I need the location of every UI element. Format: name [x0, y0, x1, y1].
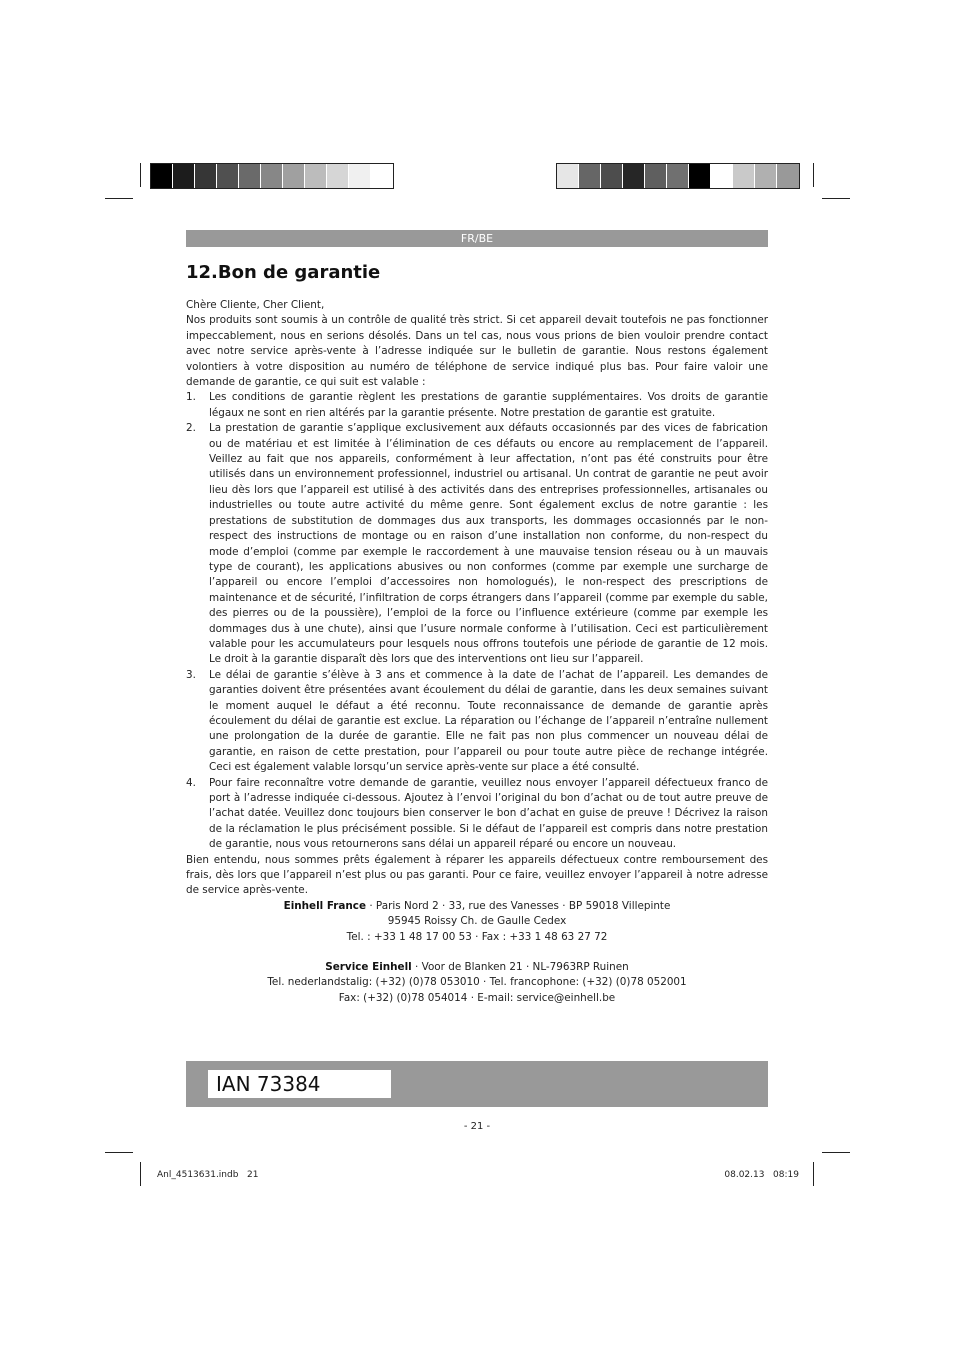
list-item — [186, 390, 768, 421]
crop-mark — [140, 163, 141, 187]
color-swatch — [327, 164, 349, 188]
color-swatch — [305, 164, 327, 188]
color-swatch — [623, 164, 645, 188]
list-number: 3. — [186, 668, 196, 681]
list-number: 4. — [186, 776, 196, 789]
color-swatch — [755, 164, 777, 188]
address-line: Einhell France · Paris Nord 2 · 33, rue des Vanesses · BP 59018 Villepinte — [283, 900, 671, 912]
color-swatch — [217, 164, 239, 188]
color-swatch — [195, 164, 217, 188]
color-swatch — [777, 164, 799, 188]
intro-paragraph: Nos produits sont soumis à un contrôle de qualité très strict. Si cet appareil devait toutefois ne pas fonctionner impeccablement, nous en serions désolés. Dans un tel cas, nous vous prions de bien vouloir prendre contact avec notre service après-vente à l’adresse indiquée sur le bulletin de garantie. Nous restons également volontiers à votre disposition au numéro de téléphone de service indiqué plus bas. Pour faire valoir une demande de garantie, ce qui suit est valable : — [186, 314, 768, 389]
crop-mark — [813, 163, 814, 187]
color-bar-right — [556, 163, 800, 189]
ian-number: IAN 73384 — [208, 1070, 391, 1098]
color-swatch — [261, 164, 283, 188]
color-swatch — [579, 164, 601, 188]
ian-bar — [186, 1061, 768, 1107]
language-header: FR/BE — [186, 230, 768, 247]
address-france — [186, 899, 768, 945]
color-swatch — [239, 164, 261, 188]
address-line: 95945 Roissy Ch. de Gaulle Cedex — [387, 915, 567, 928]
crop-mark — [822, 1152, 850, 1153]
list-text: Le délai de garantie s’élève à 3 ans et commence à la date de l’achat de l’appareil. Les demandes de garanties doivent être présentées avant écoulement du délai de garantie, dans les deux semaines suivant le moment auquel le défaut a été reconnu. Toute reconnaissance de demande de garantie après écoulement du délai de garantie est exclue. La réparation ou l’échange de l’appareil n’entraîne nullement une prolongation de la durée de garantie. Elle ne fait pas non plus commencer un nouveau délai de garantie, en raison de cette prestation, pour l’appareil ou pour toute autre pièce de rechange intégrée. Ceci est également valable lorsqu’un service après-vente sur place a été consulté. — [209, 668, 768, 774]
crop-mark — [105, 1152, 133, 1153]
list-item — [186, 668, 768, 776]
crop-mark — [140, 1162, 141, 1186]
contact-line: Tel. : +33 1 48 17 00 53 · Fax : +33 1 48 63 27 72 — [346, 930, 608, 943]
footer-datetime: 08.02.13 08:19 — [724, 1170, 799, 1180]
list-text: Pour faire reconnaître votre demande de garantie, veuillez nous envoyer l’appareil défectueux franco de port à l’adresse indiquée ci-dessous. Ajoutez à l’envoi l’original du bon d’achat ou de tout autre preuve de l’achat datée. Veuillez donc toujours bien conserver le bon d’achat en guise de preuve ! Décrivez la raison de la réclamation le plus précisément possible. Si le défaut de l’appareil est compris dans notre prestation de garantie, nous vous retournerons sans délai un appareil réparé ou encore un nouveau. — [209, 776, 768, 851]
color-swatch — [349, 164, 371, 188]
crop-mark — [105, 198, 133, 199]
crop-mark — [813, 1162, 814, 1186]
color-swatch — [173, 164, 195, 188]
company-name: Service Einhell — [325, 961, 412, 973]
color-bar-left — [150, 163, 394, 189]
color-swatch — [557, 164, 579, 188]
list-item — [186, 421, 768, 668]
conditions-list — [186, 390, 768, 852]
color-swatch — [733, 164, 755, 188]
color-swatch — [151, 164, 173, 188]
list-number: 1. — [186, 391, 196, 404]
list-text: Les conditions de garantie règlent les prestations de garantie supplémentaires. Vos droits de garantie légaux ne sont en rien altérés par la garantie présente. Notre prestation de garantie est gratuite. — [209, 391, 768, 419]
contact-line: Tel. nederlandstalig: (+32) (0)78 053010 · Tel. francophone: (+32) (0)78 052001 — [267, 976, 687, 989]
color-swatch — [667, 164, 689, 188]
footer-file: Anl_4513631.indb 21 — [157, 1170, 259, 1180]
list-text: La prestation de garantie s’applique exclusivement aux défauts occasionnés par des vices de fabrication ou de matériau et est limitée à l’élimination de ces défauts ou encore au remplacement de l’appareil. Veillez au fait que nos appareils, conformément à leur affectation, n’ont pas été construits pour être utilisés dans un environnement professionnel, industriel ou artisanal. Un contrat de garantie ne peut avoir lieu dès lors que l’appareil est utilisé à des activités dans des entreprises professionnelles, artisanales ou industrielles ou toute autre activité du même genre. Sont également exclus de notre garantie : les prestations de substitution de dommages dus aux transports, les dommages occasionnés par le non-respect des instructions de montage ou en raison d’une installation non conforme, du non-respect du mode d’emploi (comme par exemple le raccordement à une mauvaise tension réseau ou à un mauvais type de courant), les applications abusives ou non conformes (comme par exemple une surcharge de l’appareil ou encore l’emploi d’accessoires non homologués), le non-respect des prescriptions de maintenance et de sécurité, l’infiltration de corps étrangers dans l’appareil (comme par exemple du sable, des pierres ou de la poussière), l’emploi de la force ou l’influence extérieure (comme par exemple les dommages dus à une chute), ainsi que l’usure normale conforme à l’utilisation. Ceci est particulièrement valable pour les accumulateurs pour lesquels nous offrons toutefois une période de garantie de 12 mois. Le droit à la garantie disparaît dès lors que des interventions ont lieu sur l’appareil. — [209, 422, 768, 666]
list-number: 2. — [186, 422, 196, 435]
crop-mark — [822, 198, 850, 199]
color-swatch — [283, 164, 305, 188]
address-belgium — [186, 960, 768, 1006]
list-item — [186, 776, 768, 853]
company-name: Einhell France — [283, 900, 367, 912]
warranty-text — [186, 298, 768, 899]
page-title: 12.Bon de garantie — [186, 262, 381, 283]
salutation: Chère Cliente, Cher Client, — [186, 299, 325, 311]
page-number: - 21 - — [463, 1121, 491, 1132]
color-swatch — [689, 164, 711, 188]
color-swatch — [371, 164, 393, 188]
closing-paragraph: Bien entendu, nous sommes prêts également à réparer les appareils défectueux contre remboursement des frais, dès lors que l’appareil n’est plus ou pas garanti. Pour ce faire, veuillez envoyer l’appareil à notre adresse de service après-vente. — [186, 853, 768, 897]
address-line: Service Einhell · Voor de Blanken 21 · NL-7963RP Ruinen — [325, 961, 629, 973]
color-swatch — [711, 164, 733, 188]
color-swatch — [601, 164, 623, 188]
color-swatch — [645, 164, 667, 188]
contact-line: Fax: (+32) (0)78 054014 · E-mail: service@einhell.be — [338, 991, 616, 1004]
